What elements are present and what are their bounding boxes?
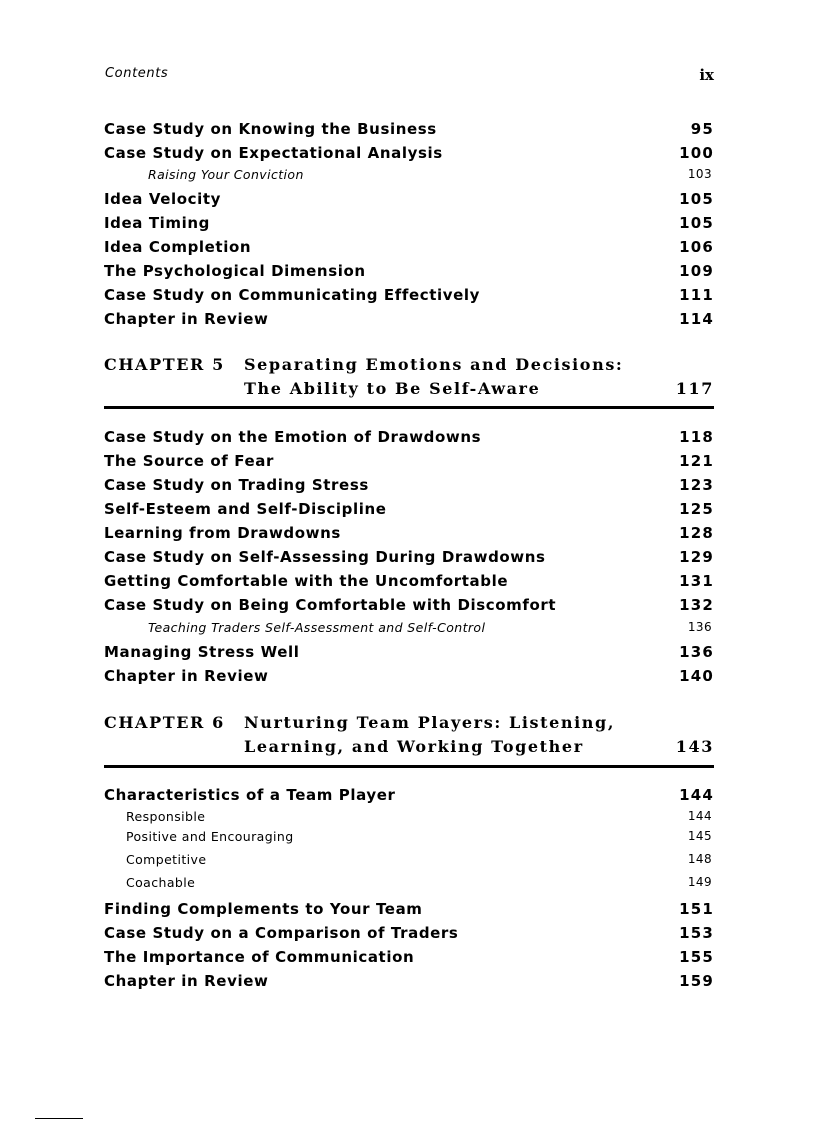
toc-subentry[interactable] [104, 852, 714, 874]
chapter-label: CHAPTER 6 [104, 713, 225, 732]
toc-entry[interactable] [104, 476, 714, 498]
toc-entry-title: Chapter in Review [104, 310, 269, 328]
toc-entry-page: 129 [679, 548, 714, 566]
toc-entry-title: Case Study on Knowing the Business [104, 120, 437, 138]
chapter-5-heading[interactable] [104, 355, 714, 407]
toc-entry[interactable] [104, 596, 714, 618]
toc-entry[interactable] [104, 452, 714, 474]
toc-entry-title: Chapter in Review [104, 972, 269, 990]
toc-entry[interactable] [104, 524, 714, 546]
toc-entry-page: 105 [679, 190, 714, 208]
toc-entry[interactable] [104, 924, 714, 946]
toc-entry[interactable] [104, 144, 714, 166]
toc-entry[interactable] [104, 900, 714, 922]
toc-entry[interactable] [104, 262, 714, 284]
chapter-page: 143 [675, 737, 714, 756]
toc-entry[interactable] [104, 310, 714, 332]
toc-entry[interactable] [104, 548, 714, 570]
chapter-label: CHAPTER 5 [104, 355, 225, 374]
toc-entry[interactable] [104, 190, 714, 212]
chapter-rule [104, 406, 714, 409]
chapter-title-line2: Learning, and Working Together [244, 737, 584, 756]
toc-entry-page: 132 [679, 596, 714, 614]
toc-entry-title: Competitive [126, 852, 207, 867]
toc-entry-page: 153 [679, 924, 714, 942]
toc-entry[interactable] [104, 643, 714, 665]
toc-subentry[interactable] [104, 620, 714, 642]
toc-entry-title: Positive and Encouraging [126, 829, 294, 844]
chapter-6-heading[interactable] [104, 713, 714, 765]
toc-entry-page: 114 [679, 310, 714, 328]
toc-entry-page: 148 [687, 852, 712, 866]
toc-entry-title: The Psychological Dimension [104, 262, 366, 280]
toc-entry[interactable] [104, 428, 714, 450]
toc-entry[interactable] [104, 972, 714, 994]
toc-entry[interactable] [104, 120, 714, 142]
chapter-title-line1: Nurturing Team Players: Listening, [244, 713, 616, 732]
toc-subentry[interactable] [104, 829, 714, 851]
toc-entry-title: The Importance of Communication [104, 948, 415, 966]
toc-entry[interactable] [104, 572, 714, 594]
toc-entry[interactable] [104, 214, 714, 236]
toc-entry-page: 136 [687, 620, 712, 634]
toc-entry-title: Finding Complements to Your Team [104, 900, 423, 918]
running-head: Contents [105, 66, 169, 81]
toc-entry-page: 109 [679, 262, 714, 280]
toc-entry-page: 95 [690, 120, 714, 138]
toc-entry-page: 103 [687, 167, 712, 181]
toc-entry-title: Case Study on a Comparison of Traders [104, 924, 459, 942]
chapter-title-line1: Separating Emotions and Decisions: [244, 355, 624, 374]
toc-entry-page: 140 [679, 667, 714, 685]
toc-subentry[interactable] [104, 167, 714, 189]
toc-entry-title: Getting Comfortable with the Uncomfortable [104, 572, 509, 590]
toc-entry-title: Managing Stress Well [104, 643, 300, 661]
toc-entry-title: Teaching Traders Self-Assessment and Self-Control [148, 620, 486, 635]
chapter-title-line2: The Ability to Be Self-Aware [244, 379, 541, 398]
toc-entry-title: Responsible [126, 809, 206, 824]
toc-entry[interactable] [104, 500, 714, 522]
toc-entry-page: 151 [679, 900, 714, 918]
toc-entry-title: Characteristics of a Team Player [104, 786, 396, 804]
toc-subentry[interactable] [104, 875, 714, 897]
toc-entry[interactable] [104, 667, 714, 689]
toc-entry-page: 123 [679, 476, 714, 494]
toc-entry[interactable] [104, 286, 714, 308]
toc-entry-title: Coachable [126, 875, 196, 890]
page-header [0, 66, 816, 86]
chapter-rule [104, 765, 714, 768]
toc-entry-title: Chapter in Review [104, 667, 269, 685]
toc-entry-page: 144 [687, 809, 712, 823]
toc-entry-title: Learning from Drawdowns [104, 524, 341, 542]
toc-entry-title: Idea Timing [104, 214, 210, 232]
toc-entry-title: Case Study on Communicating Effectively [104, 286, 481, 304]
toc-entry[interactable] [104, 238, 714, 260]
toc-entry-page: 145 [687, 829, 712, 843]
toc-entry[interactable] [104, 786, 714, 808]
toc-entry-page: 125 [679, 500, 714, 518]
toc-entry-title: Case Study on Trading Stress [104, 476, 369, 494]
toc-entry-page: 100 [679, 144, 714, 162]
corner-mark [35, 1118, 83, 1119]
toc-entry-page: 136 [679, 643, 714, 661]
toc-entry-page: 159 [679, 972, 714, 990]
toc-entry[interactable] [104, 948, 714, 970]
toc-entry-page: 149 [687, 875, 712, 889]
toc-entry-page: 155 [679, 948, 714, 966]
toc-entry-title: Case Study on Self-Assessing During Drawdowns [104, 548, 546, 566]
toc-entry-title: Case Study on the Emotion of Drawdowns [104, 428, 482, 446]
toc-entry-page: 121 [679, 452, 714, 470]
toc-entry-page: 105 [679, 214, 714, 232]
toc-entry-title: Idea Completion [104, 238, 252, 256]
toc-subentry[interactable] [104, 809, 714, 831]
toc-entry-title: Case Study on Being Comfortable with Discomfort [104, 596, 557, 614]
page-number: ix [699, 66, 714, 84]
toc-entry-title: Case Study on Expectational Analysis [104, 144, 443, 162]
chapter-page: 117 [675, 379, 714, 398]
toc-entry-page: 144 [679, 786, 714, 804]
toc-entry-title: Idea Velocity [104, 190, 222, 208]
toc-entry-page: 106 [679, 238, 714, 256]
toc-entry-title: The Source of Fear [104, 452, 274, 470]
toc-entry-page: 111 [679, 286, 714, 304]
toc-entry-title: Raising Your Conviction [148, 167, 304, 182]
toc-entry-page: 128 [679, 524, 714, 542]
toc-entry-title: Self-Esteem and Self-Discipline [104, 500, 387, 518]
toc-entry-page: 131 [679, 572, 714, 590]
toc-entry-page: 118 [679, 428, 714, 446]
